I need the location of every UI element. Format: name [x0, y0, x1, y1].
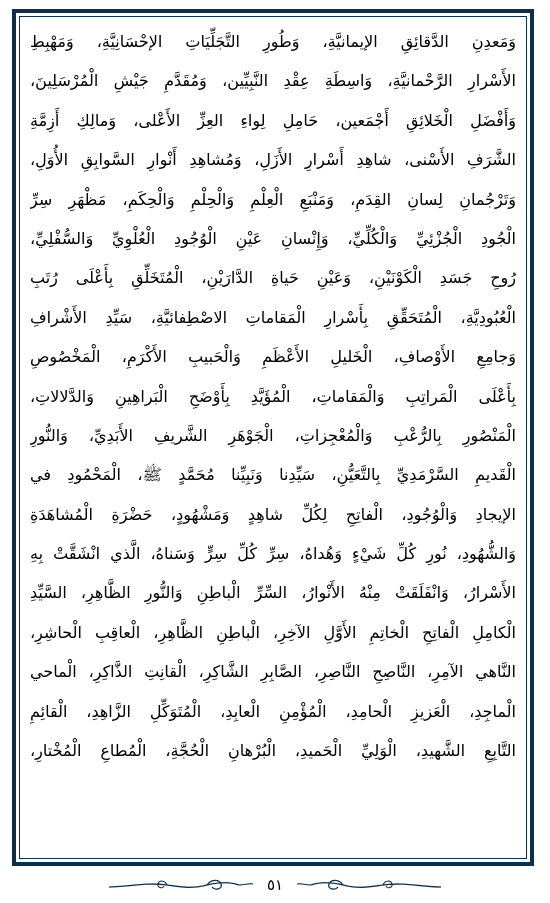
body-text	[30, 22, 516, 854]
text-line: بِأَعْلَى الْمَراتِبِ وَالْمَقاماتِ، الْمُؤَيَّدِ بِأَوْضَحِ الْبَراهِينِ وَالدَّلالاتِ،	[30, 386, 516, 406]
text-line: وَمَعدِنِ الدَّقائِقِ الإيمانيَّةِ، وَطُورِ التَّجَلِّيَاتِ الإحْسَانِيَّةِ، وَمَهْبِطِ	[30, 32, 516, 51]
text-line: وَجامِعِ الأَوْصافِ، الْخَليلِ الأَعْظَمِ وَالْحَبيبِ الأَكْرَمِ، الْمَخْصُوصِ	[30, 347, 516, 367]
page-number: ٥١	[266, 875, 284, 894]
text-line: الأَسْرارِ الرَّحْمانيَّةِ، وَاسِطَةِ عِقْدِ النَّبِيِّين، وَمُقَدَّمِ جَيْشِ الْمُرْسَلِينَ،	[30, 71, 516, 91]
text-line: الْمَنْصُورِ بِالرُّعْبِ وَالْمُعْجِزاتِ، الْجَوْهَرِ الشَّريفِ الأَبَدِيِّ، وَالنُّورِ	[30, 425, 516, 445]
text-line: الشَّرَفِ الأَسْنى، شاهِدِ أَسْرارِ الأَزَلِ، وَمُشاهِدِ أَنْوارِ السَّوابِقِ الأُوَلِ،	[30, 150, 516, 170]
text-line: وَالشُّهُودِ، نُورِ كُلِّ شَيْءٍ وَهُداهُ، سِرِّ كُلِّ سِرٍّ وَسَناهُ، الَّذي انْشَقَّتْ بِهِ	[30, 544, 516, 564]
text-line: الْقَديمِ السَّرْمَدِيِّ بِالتَّعَيُّنِ، سَيِّدِنا وَنَبِيِّنا مُحَمَّدٍ ﷺ، الْمَحْمُودِ في	[30, 465, 516, 485]
text-line: الأَسْرارُ، وَانْفَلَقَتْ مِنْهُ الأَنْوارُ، السِّرِّ الْباطِنِ وَالنُّورِ الظَّاهِرِ، السَّيِّدِ	[30, 583, 516, 603]
text-line: وَأَفْضَلِ الْخَلائِقِ أَجْمَعين، حَامِلِ لِواءِ العِزِّ الأَعْلى، وَمالِكِ أَزِمَّةِ	[30, 110, 516, 130]
right-ornament-icon	[293, 876, 443, 894]
text-line: النَّاهي الآمِرِ، النَّاصِحِ النَّاصِرِ، الصَّابِرِ الشَّاكِرِ، الْقانِتِ الذَّاكِرِ، الْماحي	[30, 662, 516, 682]
text-line: وَتَرْجُمانِ لِسانِ القِدَمِ، وَمَنْبَعِ الْعِلْمِ وَالْحِلْمِ وَالْحِكَمِ، مَظْهَرِ سِرِّ	[30, 189, 516, 209]
text-line: الْكامِلِ الْفاتِحِ الْخاتِمِ الأَوَّلِ الآخِرِ، الْباطِنِ الظَّاهِرِ، الْعاقِبِ الْحاشِرِ،	[30, 622, 516, 642]
left-ornament-icon	[107, 876, 257, 894]
text-line: الْعُبُودِيَّةِ، الْمُتَحَقِّقِ بِأَسْرارِ الْمَقاماتِ الاصْطِفائيَّةِ، سَيِّدِ الأَشْرافِ	[30, 307, 516, 327]
text-line: رُوحِ جَسَدِ الْكَوْنَيْنِ، وَعَيْنِ حَياةِ الدَّارَيْنِ، الْمُتَخَلِّقِ بِأَعْلَى رُتَبِ	[30, 268, 516, 288]
text-line: الْجُودِ الْجُزْئِيِّ وَالْكُلِّيِّ، وَإِنْسانِ عَيْنِ الْوُجُودِ الْعُلْوِيِّ وَالسُّفْلِيِّ،	[30, 228, 516, 248]
page-footer	[0, 866, 550, 903]
text-line: الْماجِدِ، الْعَزيزِ الْحامِدِ، الْمُؤْمِنِ الْعابِدِ، الْمُتَوَكِّلِ الزَّاهِدِ، الْقائِمِ	[30, 701, 516, 721]
text-line: الإيجادِ وَالْوُجُودِ، الْفاتِحِ لِكُلِّ شاهِدٍ وَمَشْهُودٍ، حَضْرَةِ الْمُشاهَدَةِ	[30, 504, 516, 524]
text-line: التَّابِعِ الشَّهيدِ، الْوَلِيِّ الْحَميدِ، الْبُرْهانِ الْحُجَّةِ، الْمُطاعِ الْمُخْتارِ،	[30, 741, 516, 761]
